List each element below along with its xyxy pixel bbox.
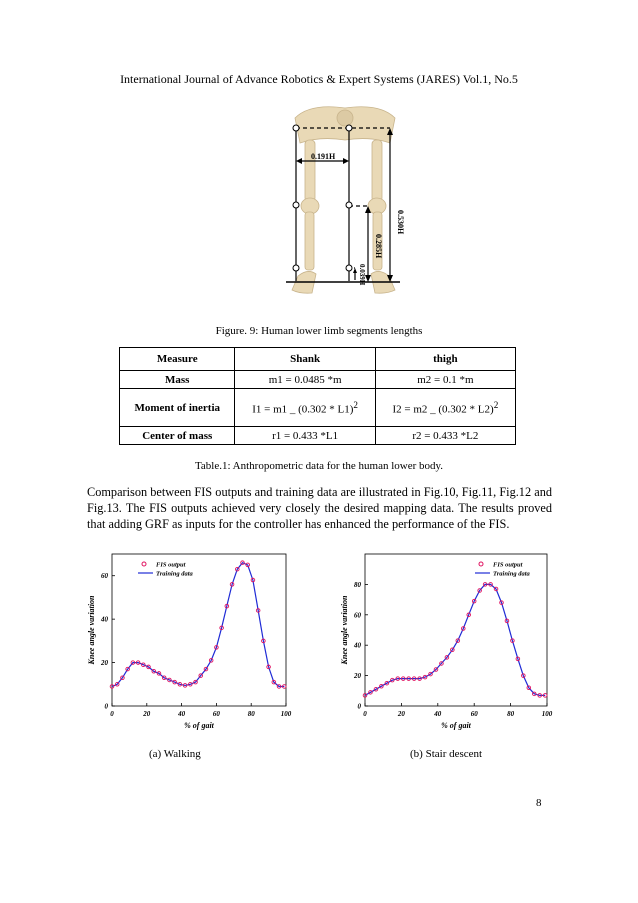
table-cell-shank [235, 389, 375, 427]
y-tick-label: 80 [354, 580, 361, 589]
table-cell-measure: Mass [120, 371, 235, 389]
table-row [120, 371, 516, 389]
figure9-caption: Figure. 9: Human lower limb segments lengths [215, 325, 423, 337]
table-cell-thigh: r2 = 0.433 *L2 [375, 427, 515, 445]
table-cell-thigh: m2 = 0.1 *m [375, 371, 515, 389]
legend-label-fis: FIS output [156, 561, 186, 569]
x-tick-label: 100 [280, 710, 292, 718]
x-tick-label: 60 [212, 710, 220, 718]
table-row [120, 427, 516, 445]
x-tick-label: 80 [247, 710, 255, 718]
y-tick-label: 40 [354, 641, 361, 650]
y-tick-label: 20 [101, 659, 108, 668]
table-row [120, 389, 516, 427]
x-axis-label: % of gait [441, 721, 471, 730]
body-paragraph: Comparison between FIS outputs and training data are illustrated in Fig.10, Fig.11, Fig.12 and Fig.13. The FIS outputs achieved very closely the desired mapping data. The results proved that adding GRF as inputs for the controller has enhanced the performance of the FIS. [87, 485, 552, 531]
table1-caption: Table.1: Anthropometric data for the human lower body. [194, 460, 444, 472]
thigh-inertia-exponent: 2 [493, 399, 499, 410]
table-header-cell: Measure [120, 348, 235, 371]
lower-limb-figure [250, 98, 440, 298]
legend-marker-fis [479, 562, 483, 566]
stair-descent-caption: (b) Stair descent [410, 748, 483, 760]
walking-chart [82, 548, 292, 736]
table-cell-measure: Center of mass [120, 427, 235, 445]
x-tick-label: 100 [541, 710, 553, 718]
y-axis-label: Knee angle variation [87, 595, 96, 665]
table-cell-shank: m1 = 0.0485 *m [235, 371, 375, 389]
table-cell-measure: Moment of inertia [120, 389, 235, 427]
table-header-cell: Shank [235, 348, 375, 371]
label-ankle: 0.039H [358, 264, 366, 286]
y-tick-label: 40 [101, 615, 108, 624]
joint-markers [293, 125, 352, 271]
y-tick-label: 60 [354, 611, 361, 620]
y-tick-label: 0 [357, 702, 361, 711]
table-cell-thigh [375, 389, 515, 427]
y-tick-label: 60 [101, 572, 108, 581]
anthropometric-table [119, 347, 516, 445]
label-full: 0.530H [396, 210, 405, 235]
running-header: International Journal of Advance Robotics & Expert Systems (JARES) Vol.1, No.5 [120, 72, 518, 86]
x-axis-label: % of gait [184, 721, 214, 730]
table-header-cell: thigh [375, 348, 515, 371]
legend-label-training: Training data [493, 570, 530, 578]
x-tick-label: 0 [363, 710, 367, 718]
walking-caption: (a) Walking [149, 748, 201, 760]
y-tick-label: 20 [354, 672, 361, 681]
label-knee: 0.285H [374, 234, 383, 259]
x-tick-label: 60 [470, 710, 478, 718]
x-tick-label: 0 [110, 710, 114, 718]
x-tick-label: 20 [143, 710, 151, 718]
shank-inertia-exponent: 2 [353, 399, 358, 410]
x-tick-label: 40 [434, 710, 442, 718]
legend-label-training: Training data [156, 570, 193, 578]
training-data-line [112, 563, 284, 687]
x-tick-label: 40 [178, 710, 186, 718]
shank-inertia-text: I1 = m1 _ (0.302 * L1) [252, 403, 354, 416]
x-tick-label: 80 [507, 710, 515, 718]
plot-frame [112, 554, 286, 706]
y-axis-label: Knee angle variation [340, 595, 349, 665]
skeleton-illustration [292, 107, 395, 293]
stair-descent-chart [335, 548, 553, 736]
label-width: 0.191H [311, 152, 336, 161]
table-header-row [120, 348, 516, 371]
y-tick-label: 0 [104, 702, 108, 711]
x-tick-label: 20 [397, 710, 405, 718]
thigh-inertia-text: I2 = m2 _ (0.302 * L2) [392, 403, 494, 416]
legend-marker-fis [142, 562, 146, 566]
table-cell-shank: r1 = 0.433 *L1 [235, 427, 375, 445]
page-number: 8 [536, 797, 542, 809]
legend-label-fis: FIS output [493, 561, 523, 569]
